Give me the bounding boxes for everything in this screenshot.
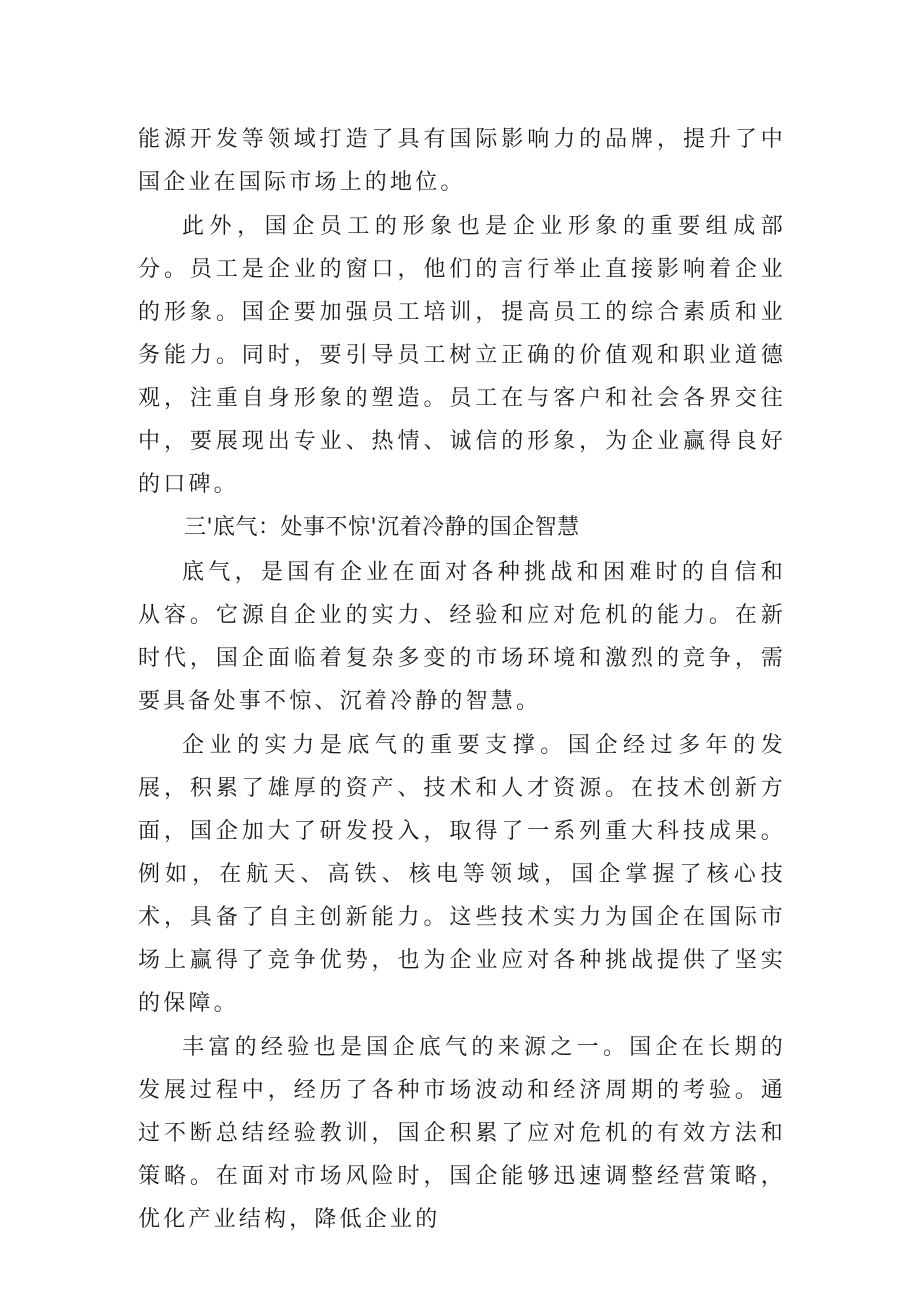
paragraph-employee-image: 此外，国企员工的形象也是企业形象的重要组成部分。员工是企业的窗口，他们的言行举止直接影响着企业的形象。国企要加强员工培训，提高员工的综合素质和业务能力。同时，要引导员工树立正确的价值观和职业道德观，注重自身形象的塑造。员工在与客户和社会各界交往中，要展现出专业、热情、诚信的形象，为企业赢得良好的口碑。 (138, 214, 786, 497)
paragraph-confidence-definition: 底气，是国有企业在面对各种挑战和困难时的自信和从容。它源自企业的实力、经验和应对危机的能力。在新时代，国企面临着复杂多变的市场环境和激烈的竞争，需要具备处事不惊、沉着冷静的智慧。 (138, 560, 786, 714)
section-heading: 三'底气：处事不惊'沉着冷静的国企智慧 (184, 515, 580, 540)
paragraph-experience: 丰富的经验也是国企底气的来源之一。国企在长期的发展过程中，经历了各种市场波动和经济周期的考验。通过不断总结经验教训，国企积累了应对危机的有效方法和策略。在面对市场风险时，国企能够迅速调整经营策略，优化产业结构，降低企业的 (138, 1035, 786, 1232)
paragraph-strength: 企业的实力是底气的重要支撑。国企经过多年的发展，积累了雄厚的资产、技术和人才资源。在技术创新方面，国企加大了研发投入，取得了一系列重大科技成果。例如，在航天、高铁、核电等领域，国企掌握了核心技术，具备了自主创新能力。这些技术实力为国企在国际市场上赢得了竞争优势，也为企业应对各种挑战提供了坚实的保障。 (138, 733, 786, 1016)
paragraph-continuation: 能源开发等领域打造了具有国际影响力的品牌，提升了中国企业在国际市场上的地位。 (138, 127, 786, 195)
document-page (138, 118, 786, 1241)
